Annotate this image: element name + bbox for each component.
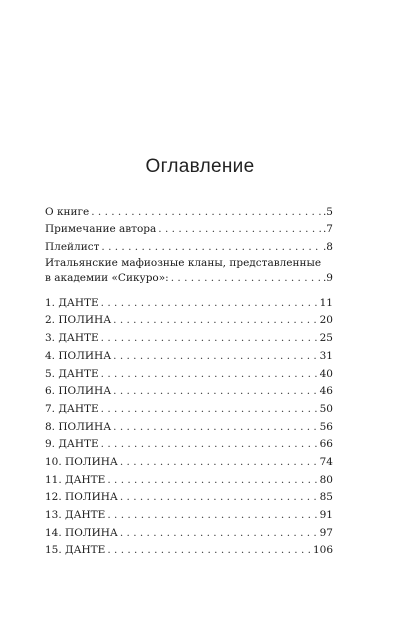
toc-entry-chapter-9[interactable] — [45, 433, 333, 451]
dot-leader — [101, 403, 318, 415]
toc-entry-label-line1: Итальянские мафиозные кланы, представленные — [45, 257, 322, 270]
toc-entry-page: .5 — [322, 205, 333, 218]
dot-leader — [158, 223, 321, 235]
toc-entry-label: 11. ДАНТЕ — [45, 473, 106, 486]
toc-entry-label: 12. ПОЛИНА — [45, 491, 118, 504]
toc-entry-page: 31 — [319, 349, 333, 362]
toc-entry-page: 74 — [319, 455, 333, 468]
toc-entry-chapter-1[interactable] — [45, 291, 333, 309]
dot-leader — [113, 350, 317, 362]
dot-leader — [113, 314, 317, 326]
toc-entry-page: 91 — [319, 509, 333, 521]
dot-leader — [101, 332, 318, 344]
toc-entry-label: 3. ДАНТЕ — [45, 332, 99, 345]
toc-entry-label: Примечание автора — [45, 223, 157, 236]
dot-leader — [101, 438, 318, 450]
toc-entry-label: 6. ПОЛИНА — [45, 385, 112, 398]
table-of-contents — [45, 200, 333, 556]
toc-entry-chapter-7[interactable] — [45, 397, 333, 415]
toc-entry-label: 9. ДАНТЕ — [45, 438, 99, 451]
toc-entry-label: 15. ДАНТЕ — [45, 544, 106, 557]
dot-leader — [120, 456, 318, 468]
toc-entry-mafia-clans[interactable] — [45, 256, 333, 284]
toc-entry-label: в академии «Сикуро»: — [45, 272, 169, 285]
dot-leader — [120, 527, 318, 539]
toc-entry-label: 4. ПОЛИНА — [45, 349, 112, 362]
toc-entry-chapter-6[interactable] — [45, 380, 333, 398]
dot-leader — [171, 272, 321, 284]
toc-entry-page: 46 — [319, 385, 333, 398]
dot-leader — [107, 474, 317, 486]
toc-entry-chapter-3[interactable] — [45, 326, 333, 344]
toc-entry-about-book[interactable] — [45, 200, 333, 218]
toc-entry-page: 106 — [312, 544, 333, 557]
toc-entry-label: 7. ДАНТЕ — [45, 402, 99, 415]
toc-entry-chapter-12[interactable] — [45, 486, 333, 504]
toc-entry-page: 80 — [319, 473, 333, 486]
dot-leader — [120, 491, 318, 503]
toc-entry-page: 25 — [319, 332, 333, 345]
toc-entry-label: 2. ПОЛИНА — [45, 314, 112, 327]
toc-entry-label: 10. ПОЛИНА — [45, 455, 118, 468]
toc-entry-label: 5. ДАНТЕ — [45, 367, 99, 380]
page-title: Оглавление — [145, 156, 255, 177]
toc-entry-page: 85 — [319, 491, 333, 504]
dot-leader — [101, 297, 318, 309]
toc-entry-chapter-15[interactable] — [45, 539, 333, 557]
toc-entry-label: О книге — [45, 205, 90, 218]
dot-leader — [113, 421, 317, 433]
dot-leader — [91, 206, 321, 218]
dot-leader — [107, 544, 311, 556]
toc-entry-label: 1. ДАНТЕ — [45, 296, 99, 309]
toc-entry-chapter-8[interactable] — [45, 415, 333, 433]
toc-entry-page: .8 — [322, 241, 333, 254]
toc-entry-label: 14. ПОЛИНА — [45, 526, 118, 539]
toc-entry-chapter-11[interactable] — [45, 468, 333, 486]
toc-entry-playlist[interactable] — [45, 235, 333, 253]
toc-entry-page: 97 — [319, 526, 333, 539]
toc-entry-label: Плейлист — [45, 241, 100, 254]
toc-entry-page: 20 — [319, 314, 333, 327]
toc-entry-label: 8. ПОЛИНА — [45, 420, 112, 433]
dot-leader — [107, 509, 317, 521]
toc-entry-chapter-4[interactable] — [45, 344, 333, 362]
toc-entry-page: .7 — [322, 223, 333, 236]
toc-entry-page: 56 — [319, 420, 333, 433]
dot-leader — [113, 385, 317, 397]
toc-entry-page: 11 — [319, 296, 333, 309]
toc-entry-chapter-5[interactable] — [45, 362, 333, 380]
dot-leader — [101, 241, 321, 253]
toc-entry-page: 40 — [319, 367, 333, 380]
toc-entry-author-note[interactable] — [45, 218, 333, 236]
toc-entry-chapter-13[interactable] — [45, 503, 333, 521]
toc-entry-page: 50 — [319, 402, 333, 415]
toc-entry-page: 66 — [319, 438, 333, 451]
toc-entry-line2 — [45, 270, 333, 284]
toc-entry-chapter-10[interactable] — [45, 450, 333, 468]
toc-entry-chapter-14[interactable] — [45, 521, 333, 539]
toc-entry-label: 13. ДАНТЕ — [45, 509, 106, 521]
toc-entry-chapter-2[interactable] — [45, 309, 333, 327]
toc-entry-page: .9 — [322, 272, 333, 285]
dot-leader — [101, 368, 318, 380]
